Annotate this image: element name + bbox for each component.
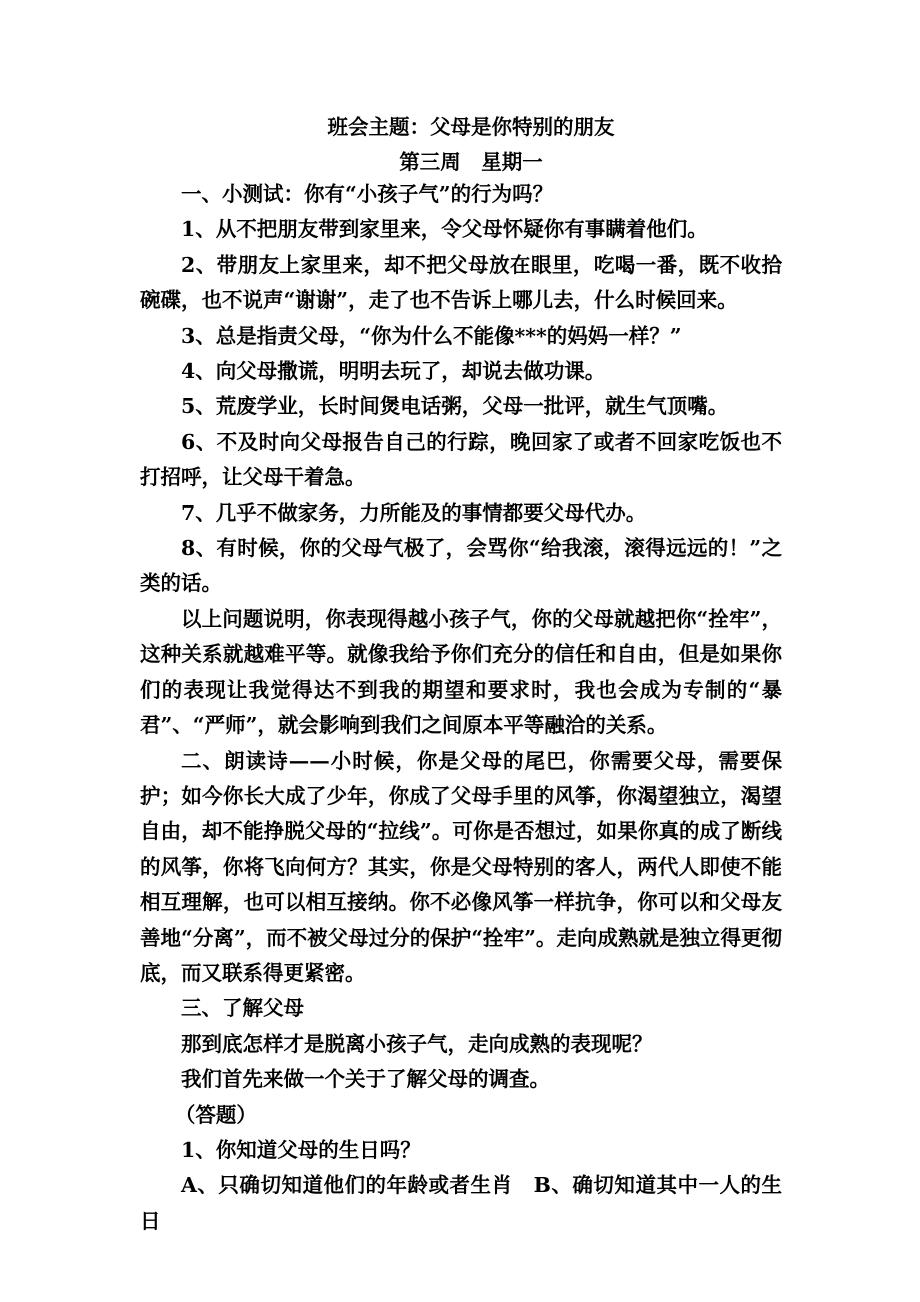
quiz-item-7: 7、几乎不做家务，力所能及的事情都要父母代办。: [181, 500, 647, 525]
quiz-summary-paragraph: 以上问题说明，你表现得越小孩子气，你的父母就越把你“拴牢”，这种关系就越难平等。就像我给予你们充分的信任和自由，但是如果你们的表现让我觉得达不到我的期望和要求时，我也会成为专制的“暴君”、“严师”，就会影响到我们之间原本平等融洽的关系。: [140, 606, 782, 738]
quiz-item-3: 3、总是指责父母，“你为什么不能像***的妈妈一样？”: [181, 323, 682, 348]
document-body: [140, 177, 782, 1239]
quiz-item-5: 5、荒废学业，长时间煲电话粥，父母一批评，就生气顶嘴。: [181, 394, 729, 419]
document-title: 班会主题：父母是你特别的朋友: [327, 115, 615, 139]
section-heading-understand-parents: 三、了解父母: [181, 996, 304, 1021]
section-heading-quiz: 一、小测试：你有“小孩子气”的行为吗？: [181, 182, 554, 206]
quiz-item-4: 4、向父母撒谎，明明去玩了，却说去做功课。: [181, 359, 606, 384]
quiz-item-8: 8、有时候，你的父母气极了，会骂你“给我滚，滚得远远的！”之类的话。: [140, 536, 782, 596]
quiz-item-6: 6、不及时向父母报告自己的行踪，晚回家了或者不回家吃饭也不打招呼，让父母干着急。: [140, 429, 782, 490]
section-poem-paragraph: 二、朗读诗——小时候，你是父母的尾巴，你需要父母，需要保护；如今你长大成了少年，你成了父母手里的风筝，你渴望独立，渴望自由，却不能挣脱父母的“拉线”。可你是否想过，如果你真的成了断线的风筝，你将飞向何方？其实，你是父母特别的客人，两代人即使不能相互理解，也可以相互接纳。你不必像风筝一样抗争，你可以和父母友善地“分离”，而不被父母过分的保护“拴牢”。走向成熟就是独立得更彻底，而又联系得更紧密。: [140, 748, 782, 985]
quiz-item-1: 1、从不把朋友带到家里来，令父母怀疑你有事瞒着他们。: [181, 217, 708, 242]
survey-question-1: 1、你知道父母的生日吗？: [181, 1137, 421, 1162]
document-subtitle: 第三周 星期一: [399, 150, 543, 174]
survey-options-1: A、只确切知道他们的年龄或者生肖 B、确切知道其中一人的生日: [140, 1173, 782, 1233]
quiz-item-2: 2、带朋友上家里来，却不把父母放在眼里，吃喝一番，既不收拾碗碟，也不说声“谢谢”，走了也不告诉上哪儿去，什么时候回来。: [140, 252, 782, 313]
question-paragraph: 那到底怎样才是脱离小孩子气，走向成熟的表现呢？: [181, 1031, 653, 1056]
survey-intro-paragraph: 我们首先来做一个关于了解父母的调查。: [181, 1067, 550, 1092]
answer-label: （答题）: [174, 1102, 257, 1127]
